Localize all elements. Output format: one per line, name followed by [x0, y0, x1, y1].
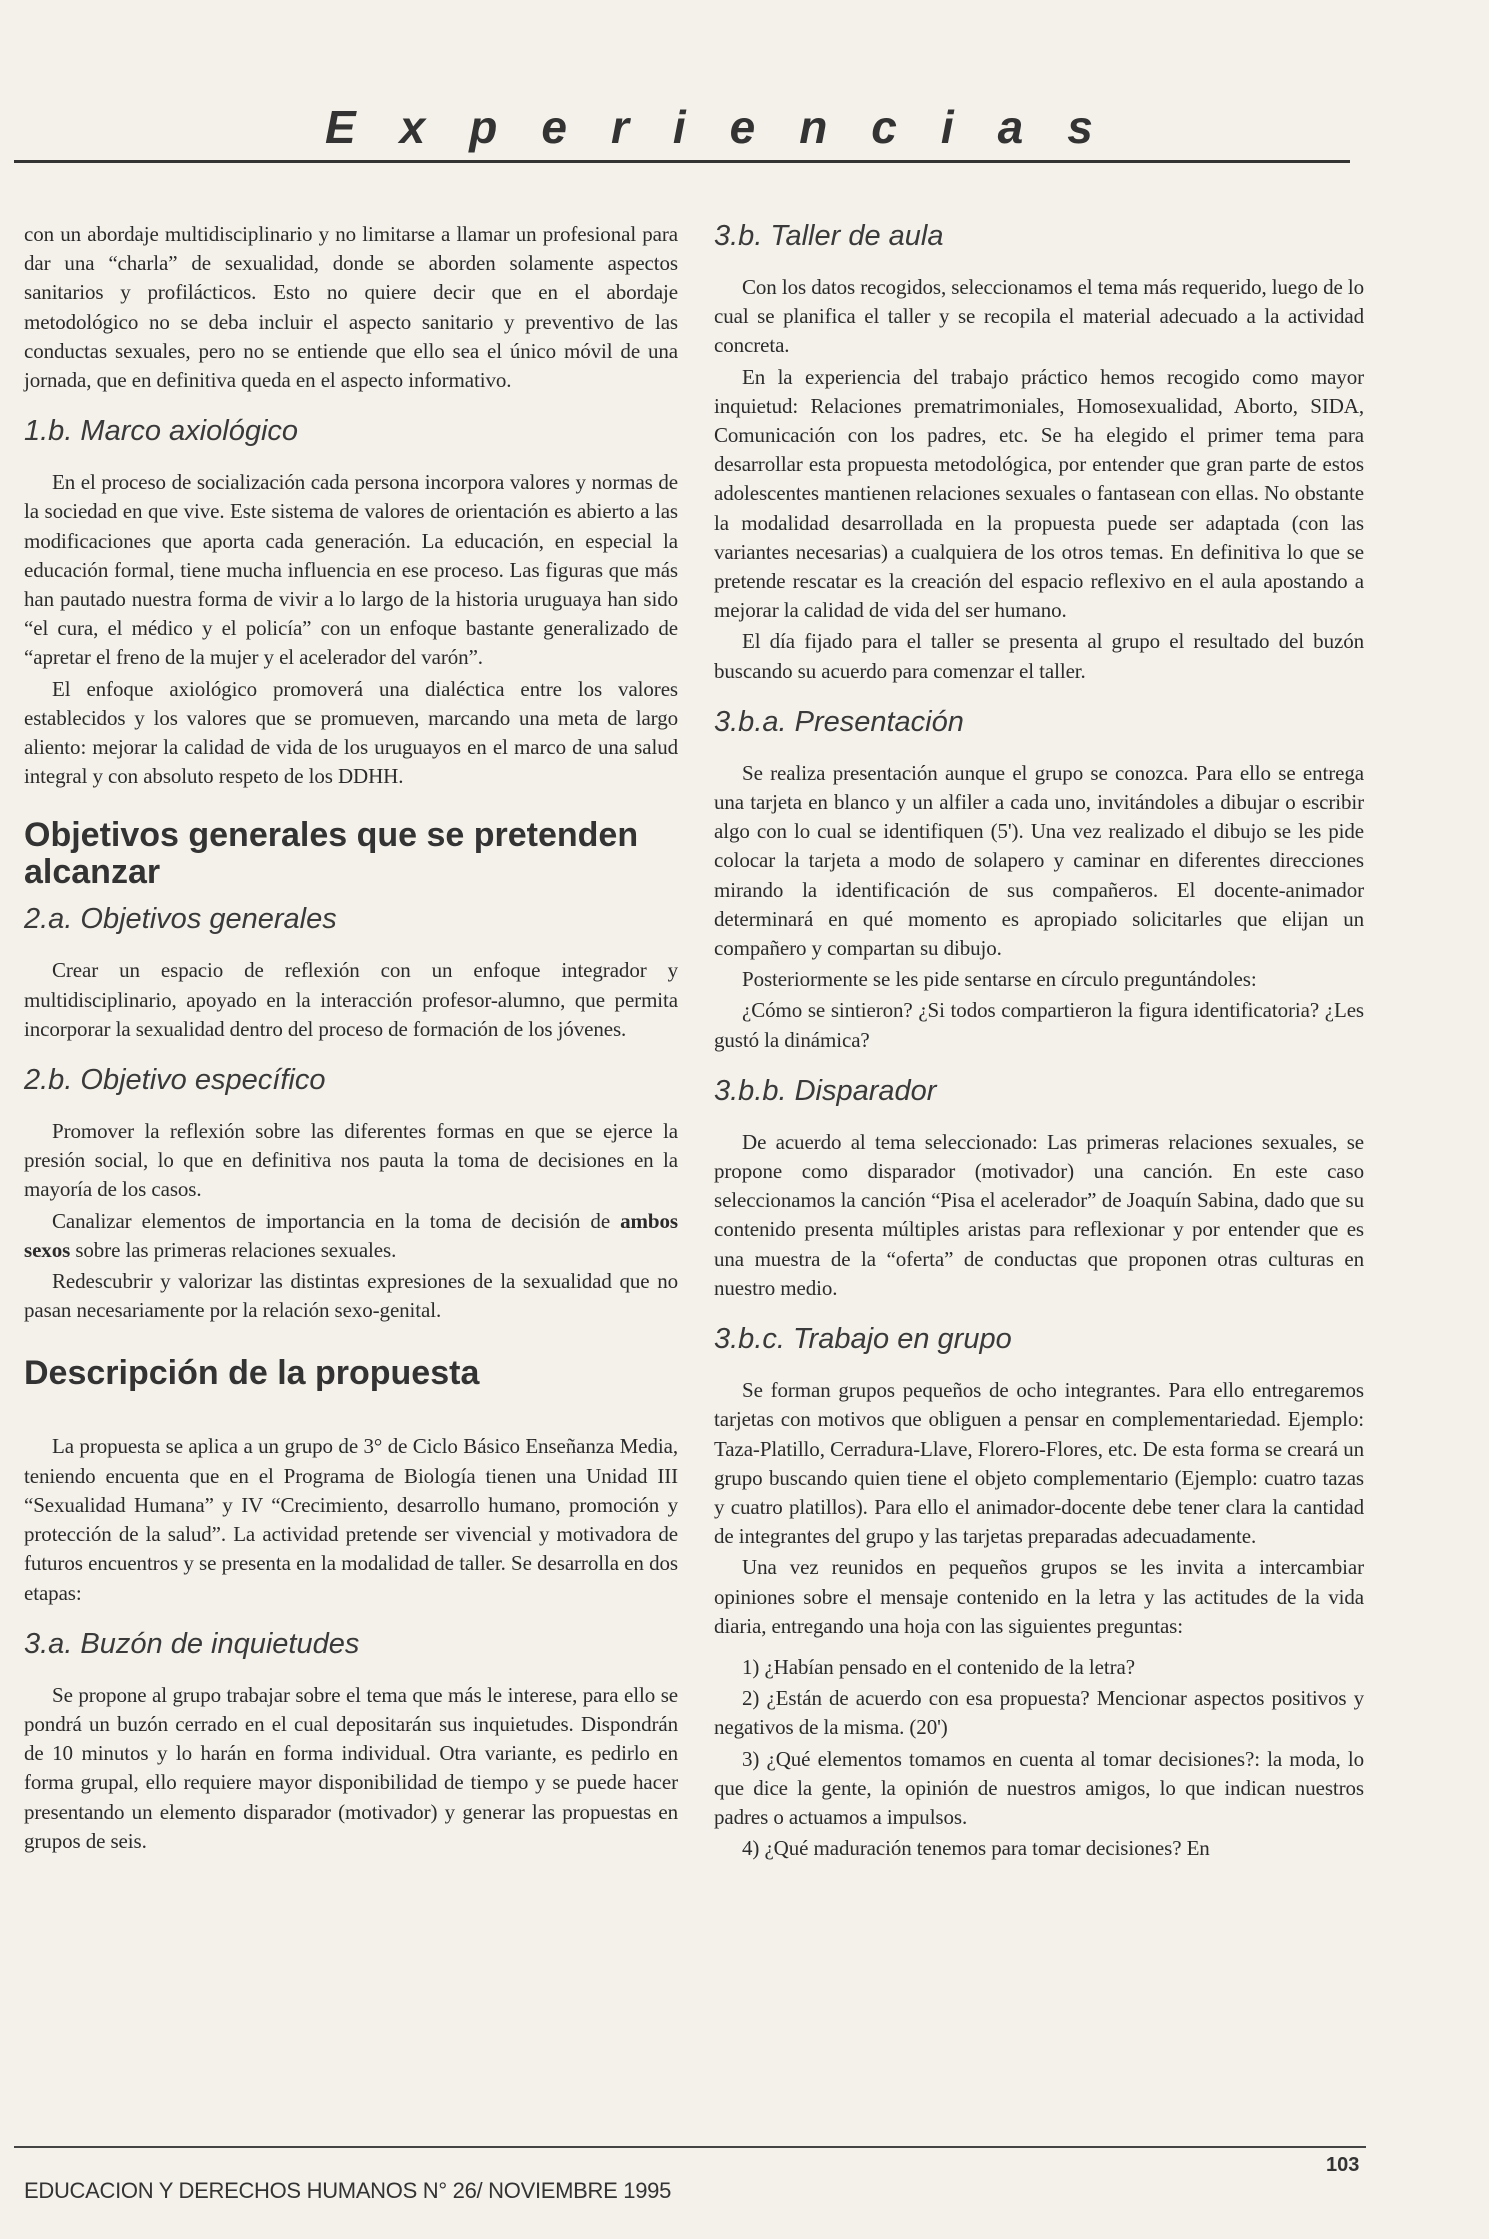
subsection-heading-3b: 3.b. Taller de aula	[714, 220, 944, 252]
section-heading-descripcion: Descripción de la propuesta	[24, 1354, 480, 1393]
paragraph: Se forman grupos pequeños de ocho integrantes. Para ello entregaremos tarjetas con motivos que obliguen a pensar en complementariedad. Ejemplo: Taza-Platillo, Cerradura-Llave, Florero-Flores, etc. De esta forma se creará un grupo buscando quien tiene el objeto complementario (Ejemplo: cuatro tazas y cuatro platillos). Para ello el animador-docente debe tener clara la cantidad de integrantes del grupo y las tarjetas preparadas adecuadamente.	[714, 1378, 1364, 1549]
paragraph: En la experiencia del trabajo práctico hemos recogido como mayor inquietud: Relaciones prematrimoniales, Homosexualidad, Aborto, SIDA, Comunicación con los padres, etc. Se ha elegido el primer tema para desarrollar esta propuesta metodológica, por entender que gran parte de estos adolescentes mantienen relaciones sexuales o fantasean con ellas. No obstante la modalidad desarrollada en la propuesta puede ser adaptada (con las variantes necesarias) a cualquiera de los otros temas. En definitiva lo que se pretende rescatar es la creación del espacio reflexivo en el aula apostando a mejorar la calidad de vida del ser humano.	[714, 364, 1364, 623]
question-item: 1) ¿Habían pensado en el contenido de la letra?	[742, 1654, 1135, 1679]
right-column	[714, 220, 1364, 1865]
subsection-heading-3ba: 3.b.a. Presentación	[714, 705, 964, 738]
subsection-heading-1b: 1.b. Marco axiológico	[24, 415, 299, 448]
paragraph: Con los datos recogidos, seleccionamos el tema más requerido, luego de lo cual se planifica el taller y se recopila el material adecuado a la actividad concreta.	[714, 275, 1364, 358]
footer-rule	[14, 2146, 1366, 2148]
emphasis-text: ambos sexos	[24, 1208, 678, 1262]
paragraph: con un abordaje multidisciplinario y no limitarse a llamar un profesional para dar una “charla” de sexualidad, donde se aborden solamente aspectos sanitarios y profilácticos. Esto no quiere decir que en el abordaje metodológico no se deba incluir el aspecto sanitario y preventivo de las conductas sexuales, pero no se entiende que ello sea el único móvil de una jornada, que en definitiva queda en el aspecto informativo.	[24, 222, 678, 393]
paragraph: El día fijado para el taller se presenta al grupo el resultado del buzón buscando su acuerdo para comenzar el taller.	[714, 629, 1364, 683]
paragraph: La propuesta se aplica a un grupo de 3° de Ciclo Básico Enseñanza Media, teniendo encuenta que en el Programa de Biología tienen una Unidad III “Sexualidad Humana” y IV “Crecimiento, desarrollo humano, promoción y protección de la salud”. La actividad pretende ser vivencial y motivadora de futuros encuentros y se presenta en la modalidad de taller. Se desarrolla en dos etapas:	[24, 1434, 678, 1605]
subsection-heading-2a: 2.a. Objetivos generales	[24, 903, 337, 936]
paragraph: De acuerdo al tema seleccionado: Las primeras relaciones sexuales, se propone como disparador (motivador) una canción. En este caso seleccionamos la canción “Pisa el acelerador” de Joaquín Sabina, dado que su contenido presenta múltiples aristas para reflexionar y por entender que es una muestra de la “oferta” de conductas que proponen otras culturas en nuestro medio.	[714, 1129, 1364, 1300]
paragraph: ¿Cómo se sintieron? ¿Si todos compartieron la figura identificatoria? ¿Les gustó la dinámica?	[714, 998, 1364, 1052]
page-number: 103	[1326, 2154, 1360, 2176]
header-rule	[14, 160, 1350, 163]
question-item: 3) ¿Qué elementos tomamos en cuenta al tomar decisiones?: la moda, lo que dice la gente, la opinión de nuestros amigos, lo que indican nuestros padres o actuamos a impulsos.	[714, 1746, 1364, 1829]
text-run: Canalizar elementos de importancia en la toma de decisión de	[52, 1208, 621, 1233]
paragraph-ambos-sexos	[24, 1207, 678, 1265]
footer-publication: EDUCACION Y DERECHOS HUMANOS N° 26/ NOVIEMBRE 1995	[24, 2178, 672, 2203]
subsection-heading-3a: 3.a. Buzón de inquietudes	[24, 1627, 360, 1660]
paragraph: En el proceso de socialización cada persona incorpora valores y normas de la sociedad en que vive. Este sistema de valores de orientación es abierto a las modificaciones que aporta cada generación. La educación, en especial la educación formal, tiene mucha influencia en ese proceso. Las figuras que más han pautado nuestra forma de vivir a lo largo de la historia uruguaya han sido “el cura, el médico y el policía” con un enfoque bastante generalizado de “apretar el freno de la mujer y el acelerador del varón”.	[24, 470, 678, 670]
page-header-title: Experiencias	[325, 101, 1137, 153]
paragraph: Promover la reflexión sobre las diferentes formas en que se ejerce la presión social, lo que en definitiva nos pauta la toma de decisiones en la mayoría de los casos.	[24, 1119, 678, 1202]
paragraph: Una vez reunidos en pequeños grupos se les invita a intercambiar opiniones sobre el mensaje contenido en la letra y las actitudes de la vida diaria, entregando una hoja con las siguientes preguntas:	[714, 1555, 1364, 1638]
subsection-heading-3bc: 3.b.c. Trabajo en grupo	[714, 1323, 1012, 1356]
subsection-heading-2b: 2.b. Objetivo específico	[24, 1064, 326, 1097]
left-column	[24, 220, 678, 1858]
question-item: 4) ¿Qué maduración tenemos para tomar decisiones? En	[742, 1836, 1210, 1861]
paragraph: Se propone al grupo trabajar sobre el tema que más le interese, para ello se pondrá un buzón cerrado en el cual depositarán sus inquietudes. Dispondrán de 10 minutos y lo harán en forma individual. Otra variante, es pedirlo en forma grupal, ello requiere mayor disponibilidad de tiempo y se puede hacer presentando un elemento disparador (motivador) y generar las propuestas en grupos de seis.	[24, 1682, 678, 1853]
paragraph: El enfoque axiológico promoverá una dialéctica entre los valores establecidos y los valores que se promueven, marcando una meta de largo aliento: mejorar la calidad de vida de los uruguayos en el marco de una salud integral y con absoluto respeto de los DDHH.	[24, 676, 678, 789]
text-run: sobre las primeras relaciones sexuales.	[70, 1237, 397, 1262]
paragraph: Crear un espacio de reflexión con un enfoque integrador y multidisciplinario, apoyado en la interacción profesor-alumno, que permita incorporar la sexualidad dentro del proceso de formación de los jóvenes.	[24, 958, 678, 1041]
paragraph: Posteriormente se les pide sentarse en círculo preguntándoles:	[742, 967, 1257, 992]
question-item: 2) ¿Están de acuerdo con esa propuesta? Mencionar aspectos positivos y negativos de la misma. (20')	[714, 1686, 1364, 1740]
section-heading-objetivos: Objetivos generales que se pretenden alcanzar	[24, 816, 639, 892]
paragraph: Redescubrir y valorizar las distintas expresiones de la sexualidad que no pasan necesariamente por la relación sexo-genital.	[24, 1269, 678, 1323]
paragraph: Se realiza presentación aunque el grupo se conozca. Para ello se entrega una tarjeta en blanco y un alfiler a cada uno, invitándoles a dibujar o escribir algo con lo cual se identifiquen (5'). Una vez realizado el dibujo se les pide colocar la tarjeta a modo de solapero y caminar en diferentes direcciones mirando la identificación de sus compañeros. El docente-animador determinará en qué momento es apropiado solicitarles que elijan un compañero y compartan su dibujo.	[714, 760, 1364, 961]
subsection-heading-3bb: 3.b.b. Disparador	[714, 1074, 937, 1107]
